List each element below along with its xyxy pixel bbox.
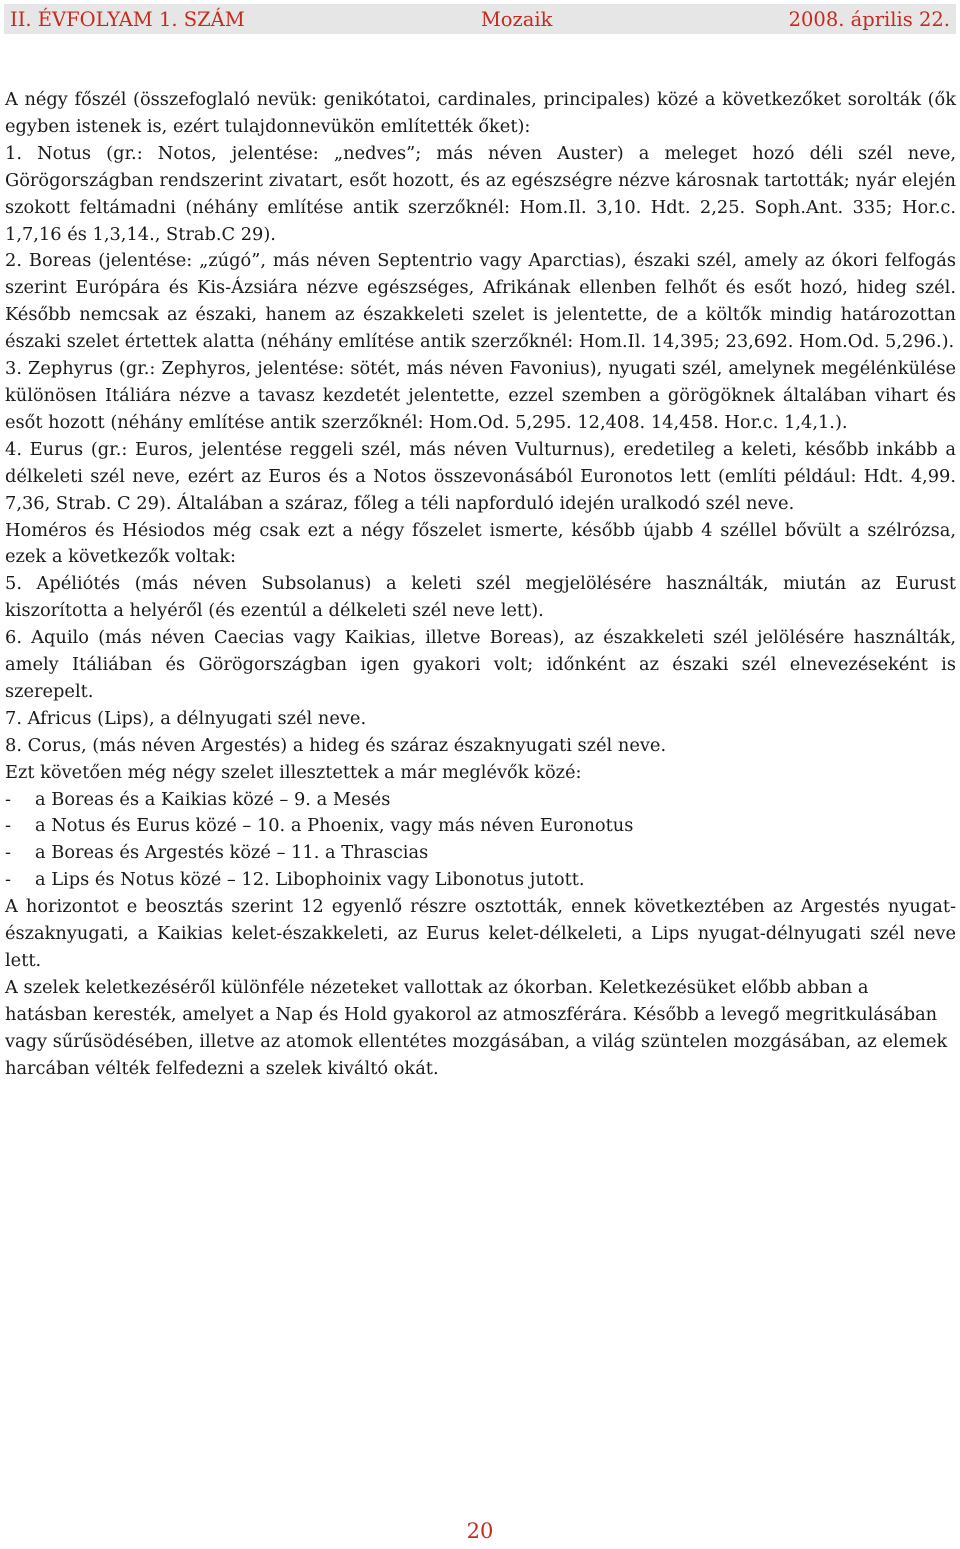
list-item-boreas: 2. Boreas (jelentése: „zúgó”, más néven Septentrio vagy Aparctias), északi szél, amely az ókori felfogás szerint Európára és Kis-Ázsiára nézve egészséges, Afrikának ellenben felhőt és esőt hozó, hideg szél. Később nemcsak az északi, hanem az északkeleti szelet is jelentette, de a költők mindig határozottan északi szelet értettek alatta (néhány említése antik szerzőknél: Hom.Il. 14,395; 23,692. Hom.Od. 5,296.).: [5, 250, 956, 353]
dash-item: [5, 813, 956, 840]
dash-item-text: a Notus és Eurus közé – 10. a Phoenix, vagy más néven Euronotus: [35, 815, 634, 837]
dash-item: [5, 867, 956, 894]
list-item-zephyrus: 3. Zephyrus (gr.: Zephyros, jelentése: sötét, más néven Favonius), nyugati szél, amelynek megélénkülése különösen Itáliára nézve a tavasz kezdetét jelentette, ezzel szemben a görögöknek általában vihart és esőt hozott (néhány említése antik szerzőknél: Hom.Od. 5,295. 12,408. 14,458. Hor.c. 1,4,1.).: [5, 358, 956, 433]
dash-item: [5, 787, 956, 814]
transition-paragraph: Homéros és Hésiodos még csak ezt a négy főszelet ismerte, később újabb 4 széllel bővült a szélrózsa, ezek a következők voltak:: [5, 519, 956, 568]
intro-paragraph: A négy főszél (összefoglaló nevük: genikótatoi, cardinales, principales) közé a következőket sorolták (ők egyben istenek is, ezért tulajdonnevükön említették őket):: [5, 89, 956, 137]
list-item-africus: 7. Africus (Lips), a délnyugati szél neve.: [5, 707, 367, 729]
dash-item-text: a Lips és Notus közé – 12. Libophoinix vagy Libonotus jutott.: [35, 869, 585, 891]
dash-item-text: a Boreas és Argestés közé – 11. a Thrascias: [35, 842, 429, 864]
dash-list-intro: Ezt követően még négy szelet illesztettek a már meglévők közé:: [5, 761, 582, 783]
list-item-aquilo: 6. Aquilo (más néven Caecias vagy Kaikias, illetve Boreas), az északkeleti szél jelölésére használták, amely Itáliában és Görögországban igen gyakori volt; időnként az északi szél elnevezéseként is szerepelt.: [5, 627, 956, 702]
page-header: [4, 4, 956, 34]
article-body: [5, 87, 956, 1083]
issue-label: II. ÉVFOLYAM 1. SZÁM: [10, 7, 245, 31]
list-item-eurus: 4. Eurus (gr.: Euros, jelentése reggeli szél, más néven Vulturnus), eredetileg a keleti, később inkább a délkeleti szél neve, ezért az Euros és a Notos összevonásából Euronotos lett (említi például: Hdt. 4,99. 7,36, Strab. C 29). Általában a száraz, főleg a téli napforduló idején uralkodó szél neve.: [5, 438, 956, 514]
magazine-title: Mozaik: [480, 7, 553, 31]
list-item-notus: 1. Notus (gr.: Notos, jelentése: „nedves”; más néven Auster) a meleget hozó déli szél neve, Görögországban rendszerint zivatart, esőt hozott, és az egészségre nézve károsnak tartották; nyár elején szokott feltámadni (néhány említése antik szerzőknél: Hom.Il. 3,10. Hdt. 2,25. Soph.Ant. 335; Hor.c. 1,7,16 és 1,3,14., Strab.C 29).: [5, 142, 956, 245]
dash-marker: -: [5, 869, 12, 891]
horizon-paragraph: A horizontot e beosztás szerint 12 egyenlő részre osztották, ennek következtében az Argestés nyugat-északnyugati, a Kaikias kelet-északkeleti, az Eurus kelet-délkeleti, a Lips nyugat-délnyugati szél neve lett.: [5, 896, 956, 971]
dash-marker: -: [5, 788, 12, 810]
list-item-corus: 8. Corus, (más néven Argestés) a hideg és száraz északnyugati szél neve.: [5, 734, 667, 756]
dash-marker: -: [5, 815, 12, 837]
page-number: 20: [466, 1519, 494, 1543]
dash-item: [5, 840, 956, 867]
dash-marker: -: [5, 842, 12, 864]
origin-paragraph: A szelek keletkezéséről különféle nézeteket vallottak az ókorban. Keletkezésüket előbb abban a hatásban keresték, amelyet a Nap és Hold gyakorol az atmoszférára. Később a levegő megritkulásában vagy sűrűsödésében, illetve az atomok ellentétes mozgásában, a világ szüntelen mozgásában, az elemek harcában vélték felfedezni a szelek kiváltó okát.: [5, 976, 948, 1079]
issue-date: 2008. április 22.: [788, 7, 950, 31]
dash-item-text: a Boreas és a Kaikias közé – 9. a Mesés: [35, 788, 391, 810]
list-item-apeliotes: 5. Apéliótés (más néven Subsolanus) a keleti szél megjelölésére használták, miután az Eurust kiszorította a helyéről (és ezentúl a délkeleti szél neve lett).: [5, 573, 956, 622]
